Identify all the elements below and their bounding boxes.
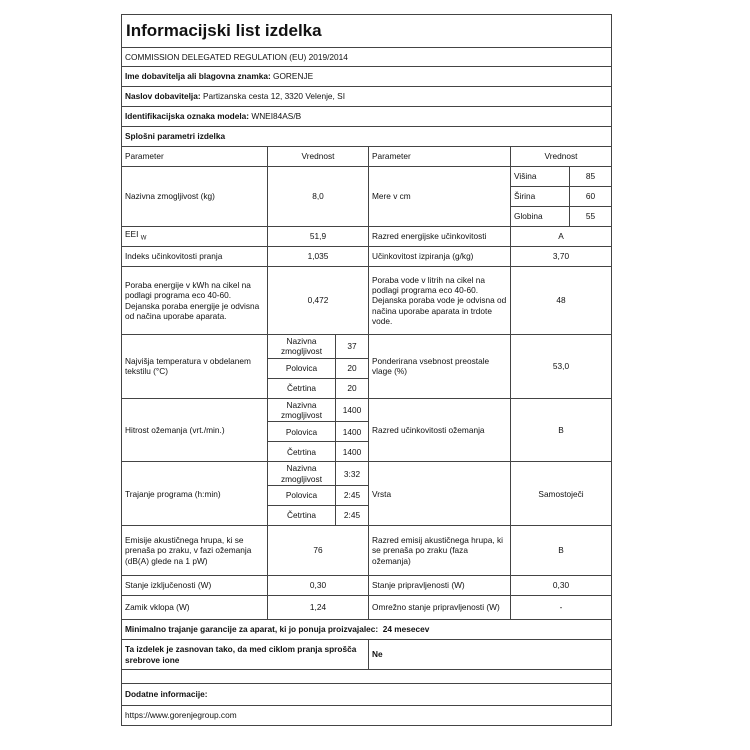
type-value: Samostoječi xyxy=(511,462,612,526)
spin-class-value: B xyxy=(511,398,612,462)
noise-value: 76 xyxy=(268,526,369,576)
col-parameter-header-right: Parameter xyxy=(369,147,511,167)
address-row xyxy=(122,87,612,107)
product-information-sheet xyxy=(121,14,611,726)
max-temp-rated-value: 37 xyxy=(336,335,369,359)
supplier-label: Ime dobavitelja ali blagovna znamka: xyxy=(125,71,271,82)
moisture-label: Ponderirana vsebnost preostale vlage (%) xyxy=(369,335,511,399)
spin-speed-half-label: Polovica xyxy=(268,422,336,442)
spin-speed-rated-value: 1400 xyxy=(336,398,369,422)
supplier-row xyxy=(122,67,612,87)
silver-ions-label: Ta izdelek je zasnovan tako, da med ciklom pranja sprošča srebrove ione xyxy=(122,640,369,670)
duration-half-value: 2:45 xyxy=(336,486,369,506)
water-consumption-value: 48 xyxy=(511,267,612,335)
spacer-row xyxy=(122,670,612,684)
spin-speed-quarter-value: 1400 xyxy=(336,442,369,462)
moisture-value: 53,0 xyxy=(511,335,612,399)
guarantee-value: 24 mesecev xyxy=(382,624,430,635)
eei-label: EEI $_W$ xyxy=(122,227,268,247)
spin-speed-half-value: 1400 xyxy=(336,422,369,442)
max-temp-half-value: 20 xyxy=(336,358,369,378)
delay-start-label: Zamik vklopa (W) xyxy=(122,596,268,620)
height-label: Višina xyxy=(511,167,570,187)
col-value-header-right: Vrednost xyxy=(511,147,612,167)
eei-value: 51,9 xyxy=(268,227,369,247)
width-label: Širina xyxy=(511,187,570,207)
capacity-value: 8,0 xyxy=(268,167,369,227)
off-mode-value: 0,30 xyxy=(268,576,369,596)
depth-value: 55 xyxy=(570,207,612,227)
network-standby-value: - xyxy=(511,596,612,620)
guarantee-row xyxy=(122,620,612,640)
max-temp-quarter-value: 20 xyxy=(336,378,369,398)
energy-consumption-value: 0,472 xyxy=(268,267,369,335)
duration-label: Trajanje programa (h:min) xyxy=(122,462,268,526)
manufacturer-url[interactable]: https://www.gorenjegroup.com xyxy=(122,706,612,726)
duration-rated-value: 3:32 xyxy=(336,462,369,486)
noise-label: Emisije akustičnega hrupa, ki se prenaša po zraku, v fazi ožemanja (dB(A) glede na 1 pW) xyxy=(122,526,268,576)
spin-speed-quarter-label: Četrtina xyxy=(268,442,336,462)
energy-class-value: A xyxy=(511,227,612,247)
page-title: Informacijski list izdelka xyxy=(122,15,612,48)
col-parameter-header: Parameter xyxy=(122,147,268,167)
max-temp-half-label: Polovica xyxy=(268,358,336,378)
rinsing-label: Učinkovitost izpiranja (g/kg) xyxy=(369,247,511,267)
dimensions-label: Mere v cm xyxy=(369,167,511,227)
capacity-label: Nazivna zmogljivost (kg) xyxy=(122,167,268,227)
standby-label: Stanje pripravljenosti (W) xyxy=(369,576,511,596)
col-value-header: Vrednost xyxy=(268,147,369,167)
rinsing-value: 3,70 xyxy=(511,247,612,267)
height-value: 85 xyxy=(570,167,612,187)
duration-quarter-value: 2:45 xyxy=(336,506,369,526)
energy-consumption-label: Poraba energije v kWh na cikel na podlagi programa eco 40-60. Dejanska poraba energije je odvisna od načina uporabe aparata. xyxy=(122,267,268,335)
max-temp-rated-label: Nazivna zmogljivost xyxy=(268,335,336,359)
supplier-value: GORENJE xyxy=(273,71,314,82)
width-value: 60 xyxy=(570,187,612,207)
general-section-heading: Splošni parametri izdelka xyxy=(122,127,612,147)
type-label: Vrsta xyxy=(369,462,511,526)
washing-index-label: Indeks učinkovitosti pranja xyxy=(122,247,268,267)
spin-class-label: Razred učinkovitosti ožemanja xyxy=(369,398,511,462)
energy-class-label: Razred energijske učinkovitosti xyxy=(369,227,511,247)
noise-class-label: Razred emisij akustičnega hrupa, ki se prenaša po zraku (faza ožemanja) xyxy=(369,526,511,576)
spin-speed-label: Hitrost ožemanja (vrt./min.) xyxy=(122,398,268,462)
address-value: Partizanska cesta 12, 3320 Velenje, SI xyxy=(202,91,345,102)
washing-index-value: 1,035 xyxy=(268,247,369,267)
eei-subscript: W xyxy=(140,236,147,243)
additional-info-label: Dodatne informacije: xyxy=(122,684,612,706)
guarantee-label: Minimalno trajanje garancije za aparat, ki jo ponuja proizvajalec: xyxy=(125,624,379,635)
delay-start-value: 1,24 xyxy=(268,596,369,620)
water-consumption-label: Poraba vode v litrih na cikel na podlagi programa eco 40-60. Dejanska poraba vode je odvisna od načina uporabe aparata in trdote vode. xyxy=(369,267,511,335)
silver-ions-value: Ne xyxy=(369,640,612,670)
noise-class-value: B xyxy=(511,526,612,576)
regulation-reference: COMMISSION DELEGATED REGULATION (EU) 2019/2014 xyxy=(122,48,612,67)
off-mode-label: Stanje izključenosti (W) xyxy=(122,576,268,596)
model-row xyxy=(122,107,612,127)
network-standby-label: Omrežno stanje pripravljenosti (W) xyxy=(369,596,511,620)
spin-speed-rated-label: Nazivna zmogljivost xyxy=(268,398,336,422)
product-info-table xyxy=(121,14,612,726)
model-label: Identifikacijska oznaka modela: xyxy=(125,111,250,122)
depth-label: Globina xyxy=(511,207,570,227)
duration-quarter-label: Četrtina xyxy=(268,506,336,526)
model-value: WNEI84AS/B xyxy=(251,111,302,122)
duration-half-label: Polovica xyxy=(268,486,336,506)
address-label: Naslov dobavitelja: xyxy=(125,91,201,102)
duration-rated-label: Nazivna zmogljivost xyxy=(268,462,336,486)
max-temp-quarter-label: Četrtina xyxy=(268,378,336,398)
standby-value: 0,30 xyxy=(511,576,612,596)
max-temp-label: Najvišja temperatura v obdelanem tekstilu (°C) xyxy=(122,335,268,399)
